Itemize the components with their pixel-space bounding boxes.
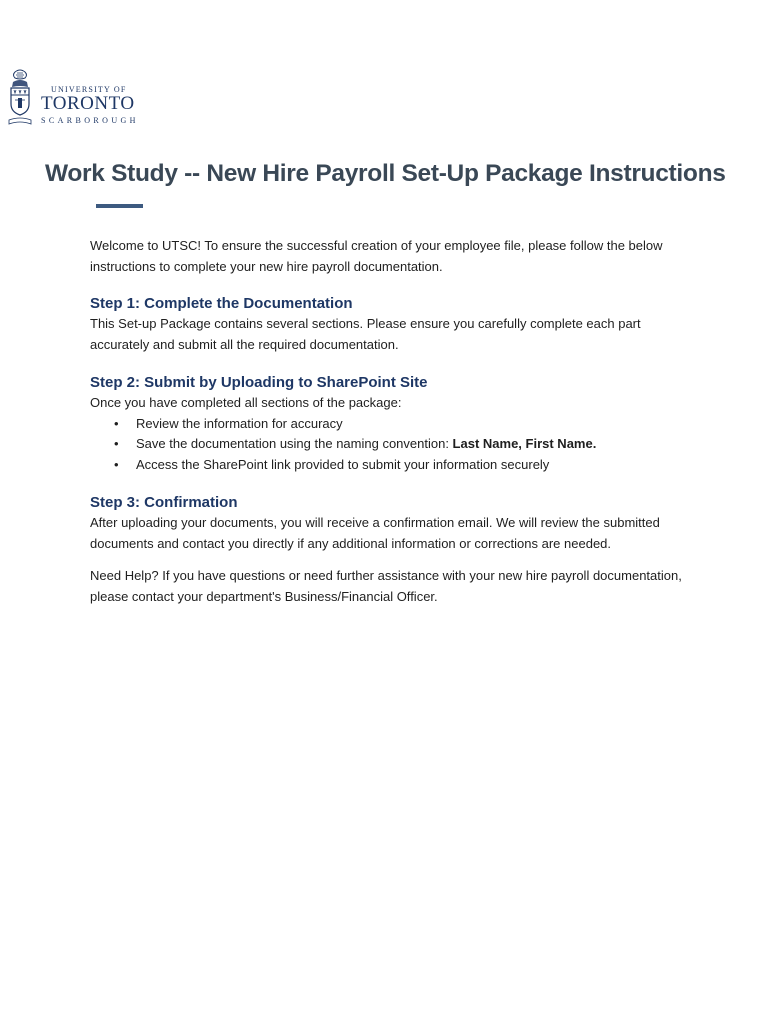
list-item: [90, 455, 690, 476]
step-2-bullet-list: [90, 414, 690, 476]
step-3-section: [90, 493, 690, 554]
step-1-section: [90, 294, 690, 355]
naming-convention: Last Name, First Name.: [452, 436, 597, 451]
step-3-body: After uploading your documents, you will receive a confirmation email. We will review the submitted documents and contact you directly if any additional information or corrections are needed.: [90, 515, 660, 551]
welcome-paragraph: Welcome to UTSC! To ensure the successful creation of your employee file, please follow the below instructions to complete your new hire payroll documentation.: [90, 238, 663, 274]
university-logo: [7, 68, 142, 132]
bullet-text: Review the information for accuracy: [136, 415, 343, 431]
logo-university-of: UNIVERSITY OF: [51, 85, 127, 94]
university-crest-icon: [7, 68, 33, 128]
step-2-heading: Step 2: Submit by Uploading to SharePoint Site: [90, 374, 428, 391]
help-paragraph: Need Help? If you have questions or need further assistance with your new hire payroll documentation, please contact your department's Business/Financial Officer.: [90, 568, 682, 604]
step-3-heading: Step 3: Confirmation: [90, 494, 238, 511]
bullet-text: Save the documentation using the naming convention:: [136, 436, 453, 451]
step-2-section: [90, 373, 690, 475]
bullet-icon: •: [114, 415, 119, 431]
bullet-icon: •: [114, 456, 119, 472]
page-title: Work Study -- New Hire Payroll Set-Up Package Instructions: [45, 160, 726, 187]
logo-scarborough: SCARBOROUGH: [41, 116, 139, 125]
logo-toronto: TORONTO: [41, 93, 135, 114]
document-body: [90, 236, 690, 607]
step-1-heading: Step 1: Complete the Documentation: [90, 295, 353, 312]
step-2-intro: Once you have completed all sections of the package:: [90, 395, 402, 410]
logo-wordmark: [41, 85, 139, 126]
bullet-icon: •: [114, 436, 119, 451]
step-1-body: This Set-up Package contains several sections. Please ensure you carefully complete each part accurately and submit all the required documentation.: [90, 316, 641, 352]
list-item: [90, 434, 690, 455]
title-underline: [96, 204, 143, 208]
list-item: [90, 414, 690, 435]
bullet-text: Access the SharePoint link provided to submit your information securely: [136, 456, 550, 472]
